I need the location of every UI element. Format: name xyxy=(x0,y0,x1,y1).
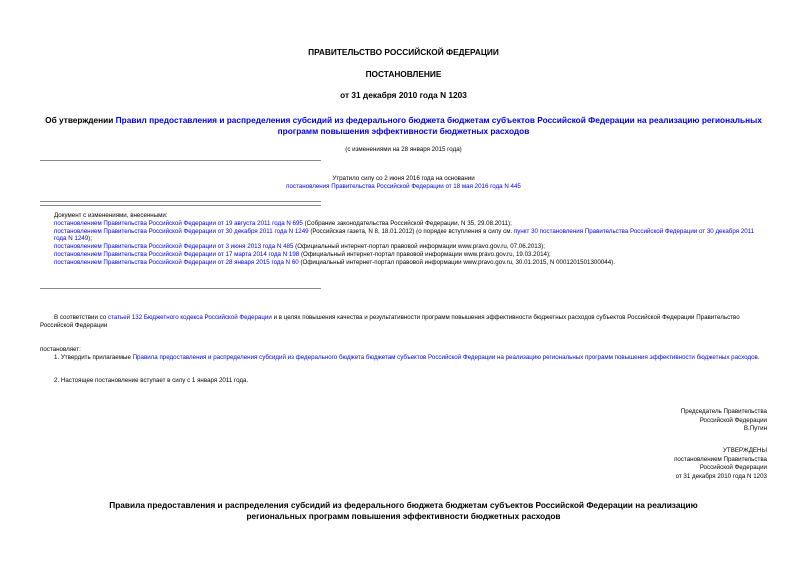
changes-block xyxy=(40,212,767,267)
point-1-end: . xyxy=(757,354,760,361)
signature-org: Российской Федерации xyxy=(699,416,767,424)
change-link[interactable]: постановлением Правительства Российской Федерации от 30 декабря 2011 года N 1249 xyxy=(54,227,309,235)
preamble-end: и в целях повышения качества и результативности программ повышения эффективности бюджетных расходов субъектов Российской Федерации Правительство Российской Федерации xyxy=(40,314,740,329)
budget-code-link[interactable]: статьей 132 Бюджетного кодекса Российской Федерации xyxy=(107,314,272,321)
signature-block xyxy=(681,408,767,434)
approval-title: УТВЕРЖДЕНЫ xyxy=(723,447,767,454)
decree-word: постановляет: xyxy=(40,346,81,353)
rules-title: Правила предоставления и распределения субсидий из федерального бюджета бюджетам субъектов Российской Федерации на реализацию региональных программ повышения эффективности бюджетных расходов xyxy=(109,500,698,521)
change-item xyxy=(40,243,767,251)
divider xyxy=(40,288,321,289)
change-item xyxy=(40,251,767,259)
divider xyxy=(40,205,321,206)
point-1 xyxy=(40,354,767,362)
change-item xyxy=(40,220,767,228)
rules-link[interactable]: Правила предоставления и распределения субсидий из федерального бюджета бюджетам субъектов Российской Федерации на реализацию региональных программ повышения эффективности бюджетных расходов xyxy=(132,354,758,361)
divider xyxy=(40,201,321,202)
change-source: (Официальный интернет-портал правовой информации www.pravo.gov.ru, 07.06.2013); xyxy=(293,243,545,251)
approval-block xyxy=(674,447,767,482)
change-item xyxy=(40,228,767,244)
date-number-heading: от 31 декабря 2010 года N 1203 xyxy=(340,90,467,100)
signature-name: В.Путин xyxy=(743,425,767,433)
change-link[interactable]: постановлением Правительства Российской Федерации от 28 января 2015 года N 60 xyxy=(54,258,299,266)
approval-line: постановлением Правительства xyxy=(674,455,767,463)
government-heading: ПРАВИТЕЛЬСТВО РОССИЙСКОЙ ФЕДЕРАЦИИ xyxy=(308,47,499,57)
change-source-end: ); xyxy=(88,235,92,243)
change-source: (Официальный интернет-портал правовой информации www.pravo.gov.ru, 30.01.2015, N 0001201501300044). xyxy=(298,258,615,266)
doc-type-heading: ПОСТАНОВЛЕНИЕ xyxy=(365,69,442,79)
point-2: 2. Настоящее постановление вступает в силу с 1 января 2011 года. xyxy=(54,377,249,384)
change-source: (Российская газета, N 8, 18.01.2012) (о порядке вступления в силу см. xyxy=(308,227,514,235)
preamble-start: В соответствии со xyxy=(54,314,108,321)
change-source: (Собрание законодательства Российской Федерации, N 35, 29.08.2011); xyxy=(302,219,512,227)
document-title xyxy=(40,115,767,136)
expired-link[interactable]: постановления Правительства Российской Федерации от 18 мая 2016 года N 445 xyxy=(286,182,521,190)
changes-intro: Документ с изменениями, внесенными: xyxy=(54,212,168,219)
approval-date: от 31 декабря 2010 года N 1203 xyxy=(675,473,767,481)
expired-line: Утратило силу со 2 июня 2016 года на основании xyxy=(332,175,475,182)
change-link[interactable]: постановлением Правительства Российской Федерации от 3 июня 2013 года N 485 xyxy=(54,243,294,251)
point-1-start: 1. Утвердить прилагаемые xyxy=(54,354,133,361)
divider xyxy=(40,160,321,161)
expired-note xyxy=(40,175,767,191)
preamble xyxy=(40,314,767,330)
change-link[interactable]: постановлением Правительства Российской Федерации от 19 августа 2011 года N 695 xyxy=(54,219,303,227)
title-rules-link[interactable]: Правил предоставления и распределения субсидий из федерального бюджета бюджетам субъектов Российской Федерации на реализацию региональных программ повышения эффективности бюджетных расходов xyxy=(115,115,762,136)
change-point-link[interactable]: пункт 30 постановления Правительства Российской Федерации от 30 декабря 2011 года N 1249 xyxy=(54,227,755,243)
signature-position: Председатель Правительства xyxy=(680,408,767,415)
change-item xyxy=(40,259,767,267)
amendment-note: (с изменениями на 28 января 2015 года) xyxy=(345,146,462,153)
title-prefix: Об утверждении xyxy=(45,115,116,125)
change-source: (Официальный интернет-портал правовой информации www.pravo.gov.ru, 19.03.2014); xyxy=(299,250,551,258)
change-link[interactable]: постановлением Правительства Российской Федерации от 17 марта 2014 года N 198 xyxy=(54,250,300,258)
approval-line: Российской Федерации xyxy=(699,464,767,472)
